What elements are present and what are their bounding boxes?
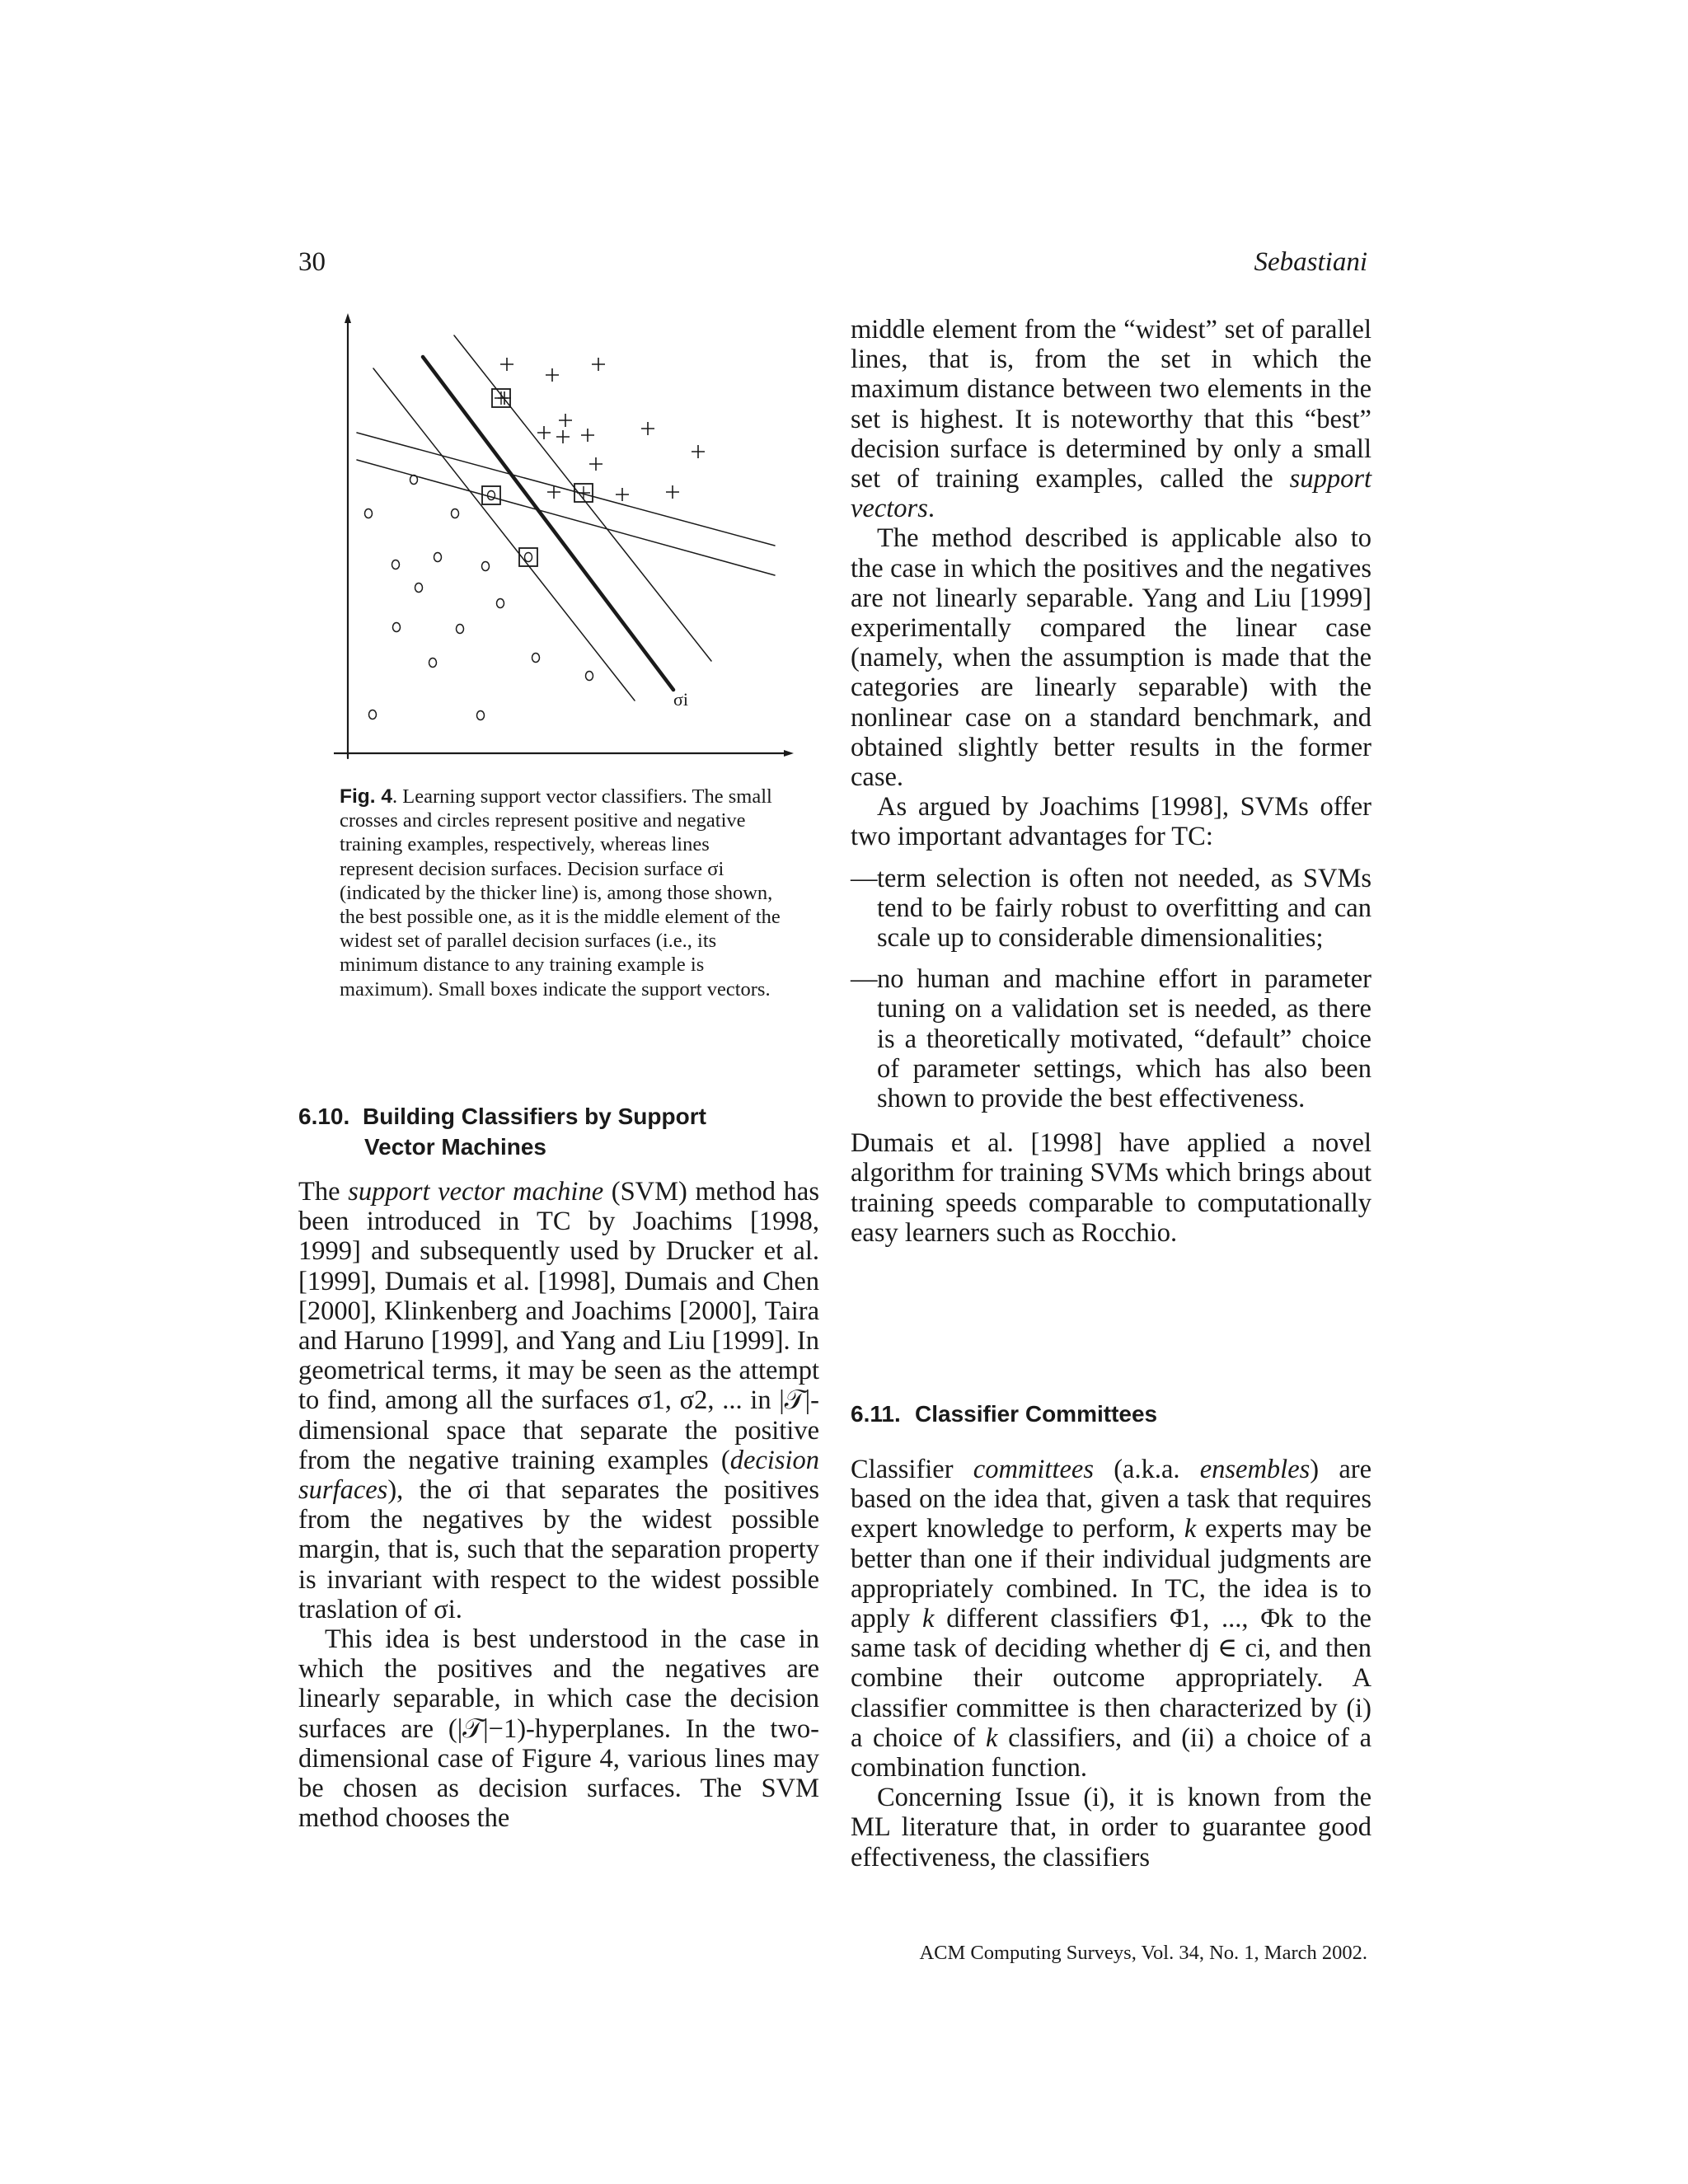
circle — [457, 625, 464, 634]
cross — [500, 358, 513, 371]
paragraph: This idea is best understood in the case in which the positives and the negatives are linearly separable, in which case the decision surfaces are (|𝒯|−1)-hyperplanes. In the two-dimensional case of Figure 4, various lines may be chosen as decision surfaces. The SVM method chooses the — [298, 1624, 819, 1834]
right-column — [851, 315, 1372, 1248]
decision-line — [357, 433, 775, 546]
section-title: Classifier Committees — [915, 1401, 1158, 1427]
left-column — [298, 1177, 819, 1833]
paragraph: The method described is applicable also to the case in which the positives and the negatives are not linearly separable. Yang and Liu [1999] experimentally compared the linear case (namely, when the assumption is made that the categories are linearly separable) with the nonlinear case on a standard benchmark, and obtained slightly better results in the former case. — [851, 523, 1372, 793]
right-column-lower — [851, 1455, 1372, 1872]
circle — [410, 476, 418, 485]
circle — [586, 672, 593, 681]
decision-line-sigma-i — [423, 357, 673, 690]
figure-caption — [340, 785, 788, 1001]
circle — [434, 553, 442, 562]
circle — [365, 509, 373, 518]
running-head: Sebastiani — [1254, 247, 1367, 277]
paragraph: As argued by Joachims [1998], SVMs offer two important advantages for TC: — [851, 792, 1372, 852]
section-6-10-heading — [298, 1101, 760, 1162]
y-axis-arrow — [345, 313, 351, 323]
cross — [559, 414, 572, 427]
list-item: — term selection is often not needed, as SVMs tend to be fairly robust to overfitting and can scale up to considerable dimensionalities; — [851, 863, 1372, 954]
cross — [546, 368, 559, 382]
list-item: — no human and machine effort in parameter tuning on a validation set is needed, as there is a theoretically motivated, “default” choice of parameter settings, which has also been shown to provide the best effectiveness. — [851, 964, 1372, 1114]
x-axis-arrow — [784, 750, 794, 757]
section-title-line1: Building Classifiers by Support — [363, 1104, 706, 1129]
paragraph: The support vector machine (SVM) method has been introduced in TC by Joachims [1998, 1999] and subsequently used by Drucker et al. [1999], Dumais et al. [1998], Dumais and Chen [2000], Klinkenberg and Joachims [2000], Taira and Haruno [1999], and Yang and Liu [1999]. In geometrical terms, it may be seen as the attempt to find, among all the surfaces σ1, σ2, ... in |𝒯|-dimensional space that separate the positive from the negative training examples (decision surfaces), the σi that separates the positives from the negatives by the widest possible margin, that is, such that the separation property is invariant with respect to the widest possible traslation of σi. — [298, 1177, 819, 1624]
circle — [482, 562, 490, 571]
circle — [477, 711, 485, 720]
page-number: 30 — [298, 247, 326, 277]
circle — [392, 560, 400, 569]
sigma-i-label: σi — [673, 689, 688, 710]
cross — [589, 457, 603, 471]
paragraph: Dumais et al. [1998] have applied a novel algorithm for training SVMs which brings about training speeds comparable to computationally easy learners such as Rocchio. — [851, 1128, 1372, 1248]
paragraph: middle element from the “widest” set of parallel lines, that is, from the set in which the maximum distance between two elements in the set is highest. It is noteworthy that this “best” decision surface is determined by only a small set of training examples, called the support vectors. — [851, 315, 1372, 524]
cross — [537, 426, 551, 439]
circle — [429, 658, 437, 668]
cross — [666, 485, 679, 499]
cross — [592, 358, 605, 371]
section-title-line2: Vector Machines — [364, 1134, 546, 1160]
decision-line — [373, 368, 635, 701]
circle — [393, 623, 401, 632]
cross — [641, 422, 654, 435]
figure-4-svm-diagram — [334, 313, 795, 771]
circle — [532, 654, 540, 663]
cross — [692, 445, 705, 458]
section-6-11-heading — [851, 1399, 1157, 1429]
paragraph: Classifier committees (a.k.a. ensembles) are based on the idea that, given a task that requires expert knowledge to perform, k experts may be better than one if their individual judgments are appropriately combined. In TC, the idea is to apply k different classifiers Φ1, ..., Φk to the same task of deciding whether dj ∈ ci, and then combine their outcome appropriately. A classifier committee is then characterized by (i) a choice of k classifiers, and (ii) a choice of a combination function. — [851, 1455, 1372, 1783]
cross — [581, 429, 594, 442]
section-number: 6.10. — [298, 1104, 350, 1129]
circle — [415, 583, 423, 593]
caption-text: . Learning support vector classifiers. The small crosses and circles represent positive and negative training examples, respectively, whereas lines represent decision surfaces. Decision surface σi (indicated by the thicker line) is, among those shown, the best possible one, as it is the middle element of the widest set of parallel decision surfaces (i.e., its minimum distance to any training example is maximum). Small boxes indicate the support vectors. — [340, 785, 781, 1001]
cross — [556, 430, 570, 443]
footer-citation: ACM Computing Surveys, Vol. 34, No. 1, March 2002. — [919, 1942, 1367, 1964]
paragraph: Concerning Issue (i), it is known from the ML literature that, in order to guarantee good effectiveness, the classifiers — [851, 1783, 1372, 1872]
cross — [616, 488, 629, 501]
circle — [369, 710, 377, 719]
circle — [497, 599, 504, 608]
section-number: 6.11. — [851, 1401, 901, 1427]
caption-label: Fig. 4 — [340, 785, 392, 808]
circle — [452, 509, 459, 518]
support-vectors — [482, 389, 593, 566]
negative-examples — [365, 476, 593, 720]
